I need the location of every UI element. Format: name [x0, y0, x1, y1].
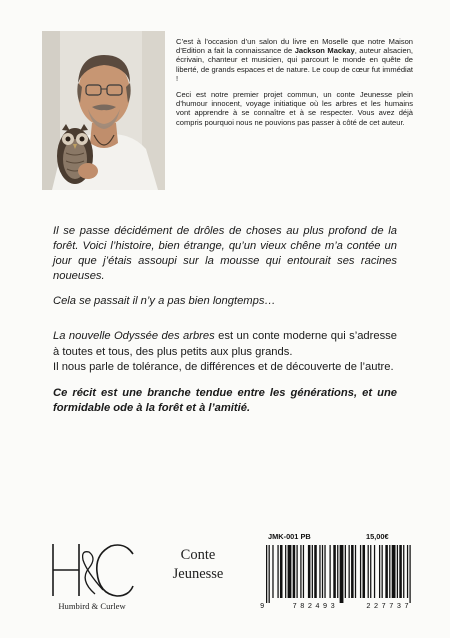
barcode-bar	[362, 545, 365, 598]
barcode-bar	[277, 545, 278, 598]
barcode-bar	[337, 545, 338, 598]
barcode-bar	[300, 545, 301, 598]
barcode-bar	[296, 545, 297, 598]
barcode-bar	[407, 545, 408, 598]
barcode-bar	[349, 545, 350, 598]
barcode-digits	[260, 603, 412, 611]
bio-text: C’est à l’occasion d’un salon du livre en Moselle que notre Maison d’Edition a fait la connaissance de	[176, 37, 413, 56]
barcode-bar	[293, 545, 296, 598]
back-cover-blurb	[53, 224, 397, 426]
author-bio	[176, 37, 413, 134]
bio-paragraph-2: Ceci est notre premier projet commun, un conte Jeunesse plein d’humour innocent, voyage initiatique où les arbres et les humains vont apprendre à se connaître et à se respecter. Vous avez déjà compris pourquoi nous ne pouvions pas passer à côté de cet auteur.	[176, 90, 413, 127]
blurb-paragraph-3	[53, 329, 397, 359]
barcode-bar	[272, 545, 273, 598]
blurb-text: est un conte moderne qui s’adresse à toutes et tous, des plus petits aux plus grands.	[53, 330, 397, 358]
barcode-bar	[355, 545, 356, 598]
barcode-bar	[303, 545, 304, 598]
barcode-bar	[389, 545, 390, 598]
barcode-bar	[374, 545, 375, 598]
barcode-bar	[409, 545, 410, 603]
collection-line-2: Jeunesse	[172, 566, 224, 582]
barcode-bar	[288, 545, 292, 598]
barcode-bar	[370, 545, 371, 598]
barcode-bar	[266, 545, 267, 603]
publisher-name: Humbird & Curlew	[58, 601, 126, 611]
barcode-digit-prefix: 9	[260, 603, 265, 611]
barcode-bar	[399, 545, 402, 598]
barcode-bar	[312, 545, 313, 598]
barcode-bar	[397, 545, 398, 598]
barcode-bar	[368, 545, 369, 598]
author-photo	[42, 31, 165, 190]
book-title: La nouvelle Odyssée des arbres	[53, 330, 215, 343]
barcode-bar	[379, 545, 380, 598]
barcode-bar	[329, 545, 330, 598]
blurb-tagline: Ce récit est une branche tendue entre les générations, et une formidable ode à la forêt et à l’amitié.	[53, 386, 397, 414]
barcode-bar	[385, 545, 388, 598]
barcode-bar	[403, 545, 404, 598]
barcode-bar	[345, 545, 346, 598]
barcode-bar	[333, 545, 336, 598]
barcode-bar	[392, 545, 396, 598]
barcode-bar	[308, 545, 311, 598]
blurb-paragraph-4: Il nous parle de tolérance, de différences et de découverte de l’autre.	[53, 360, 394, 373]
book-price: 15,00€	[366, 532, 389, 541]
barcode-bar	[360, 545, 361, 598]
bio-paragraph-1	[176, 37, 413, 83]
collection-label	[158, 546, 238, 584]
barcode-bar	[285, 545, 286, 598]
barcode-bar	[319, 545, 320, 598]
barcode-bar	[351, 545, 354, 598]
barcode-bar	[382, 545, 383, 598]
bio-text: , auteur alsacien, écrivain, chanteur et musicien, qui parcourt le monde en quête de liberté, de grands espaces et de nature. Le coup de cœur fut immédiat !	[176, 46, 414, 83]
barcode-bar	[280, 545, 283, 598]
barcode-bar	[322, 545, 323, 598]
barcode-bar	[340, 545, 344, 603]
blurb-paragraph-2: Cela se passait il n’y a pas bien longtemps…	[53, 295, 276, 308]
barcode-bar	[269, 545, 270, 603]
blurb-paragraph-1: Il se passe décidément de drôles de choses au plus profond de la forêt. Voici l’histoire, bien étrange, qu’un vieux chêne m’a contée un jour que j’étais assoupi sur la mousse qui entourait ses racines noueuses.	[53, 225, 397, 283]
barcode-bar	[314, 545, 317, 598]
author-name: Jackson Mackay	[294, 46, 355, 56]
barcode	[266, 545, 412, 603]
collection-line-1: Conte	[180, 547, 216, 563]
book-reference: JMK-001 PB	[268, 532, 311, 541]
barcode-digit-group-1: 782493	[292, 603, 339, 611]
barcode-digit-group-2: 227737	[366, 603, 412, 611]
barcode-bar	[324, 545, 325, 598]
